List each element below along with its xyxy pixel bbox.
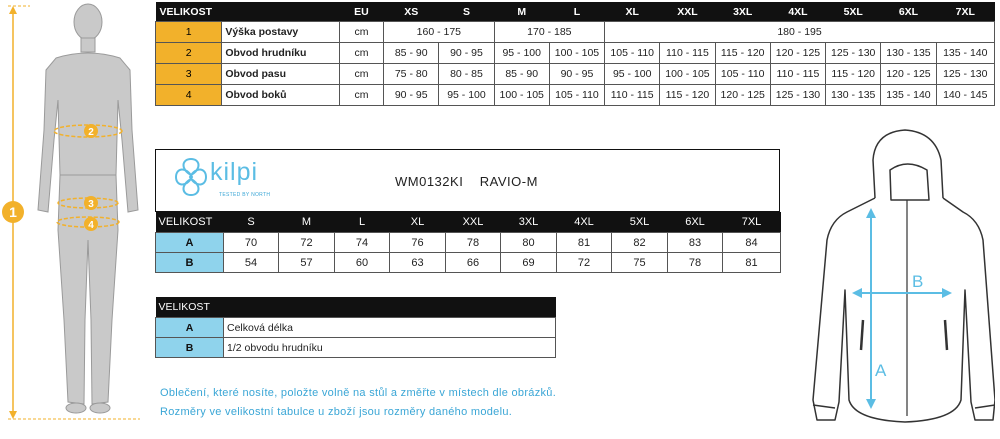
table-cell: 95 - 100: [494, 43, 549, 64]
row-number: 2: [156, 43, 222, 64]
size-col: 4XL: [770, 2, 825, 22]
table-cell: 135 - 140: [936, 43, 994, 64]
table-cell: 115 - 120: [660, 85, 715, 106]
product-code: WM0132KI: [395, 174, 464, 189]
table-cell: 72: [279, 233, 335, 253]
row-name: Obvod hrudníku: [222, 43, 340, 64]
table-cell: 74: [335, 233, 390, 253]
table-cell: 120 - 125: [715, 85, 770, 106]
body-size-table: [155, 2, 995, 106]
table-cell: 110 - 115: [660, 43, 715, 64]
size-col: 5XL: [826, 2, 881, 22]
table-cell: 120 - 125: [770, 43, 825, 64]
chest-arrow-b: [852, 288, 952, 298]
size-col: L: [549, 2, 604, 22]
table-cell: 95 - 100: [605, 64, 660, 85]
row-name: Obvod pasu: [222, 64, 340, 85]
table-cell: 78: [446, 233, 501, 253]
table-cell: 100 - 105: [549, 43, 604, 64]
row-key: A: [156, 318, 224, 338]
row-name: Výška postavy: [222, 22, 340, 43]
unit-header: EU: [339, 2, 383, 22]
size-col: XL: [605, 2, 660, 22]
svg-text:4: 4: [88, 220, 94, 231]
table-cell: 110 - 115: [770, 64, 825, 85]
size-col: M: [494, 2, 549, 22]
table-cell: 90 - 95: [549, 64, 604, 85]
table-cell: 125 - 130: [936, 64, 994, 85]
table-cell: 63: [390, 253, 446, 273]
table-row: [156, 64, 995, 85]
table-cell: 105 - 110: [549, 85, 604, 106]
size-col: 5XL: [612, 212, 668, 233]
size-col: 4XL: [557, 212, 612, 233]
svg-text:2: 2: [88, 127, 94, 138]
row-number: 4: [156, 85, 222, 106]
legend-table: [155, 297, 556, 358]
table-cell: 75 - 80: [384, 64, 439, 85]
table-cell: 95 - 100: [439, 85, 494, 106]
size-col: L: [335, 212, 390, 233]
table-cell: 130 - 135: [826, 85, 881, 106]
body-table-header: [156, 2, 995, 22]
body-measurement-figure: [0, 0, 150, 439]
table-cell: 81: [723, 253, 781, 273]
table-cell: 85 - 90: [494, 64, 549, 85]
size-col: S: [439, 2, 494, 22]
table-cell: 105 - 110: [715, 64, 770, 85]
table-row: [156, 253, 781, 273]
table-cell: 130 - 135: [881, 43, 936, 64]
size-col: M: [279, 212, 335, 233]
table-cell: 90 - 95: [439, 43, 494, 64]
brand-tagline: TESTED BY NORTH: [219, 192, 271, 198]
size-col: XL: [390, 212, 446, 233]
table-cell: 115 - 120: [715, 43, 770, 64]
table-cell: 140 - 145: [936, 85, 994, 106]
product-size-table: [155, 212, 781, 273]
table-cell: 81: [557, 233, 612, 253]
size-col: 7XL: [723, 212, 781, 233]
table-cell: 135 - 140: [881, 85, 936, 106]
size-col: 7XL: [936, 2, 994, 22]
table-cell: 100 - 105: [660, 64, 715, 85]
table-cell: 1/2 obvodu hrudníku: [224, 338, 556, 358]
kilpi-knot-logo-icon: [172, 155, 210, 199]
table-cell: 110 - 115: [605, 85, 660, 106]
product-code-line: [395, 174, 538, 189]
svg-text:3: 3: [88, 199, 94, 210]
measuring-note: Oblečení, které nosíte, položte volně na stůl a změřte v místech dle obrázků.: [160, 387, 557, 399]
legend-table-header: [156, 297, 556, 318]
table-row: [156, 85, 995, 106]
table-cell: 100 - 105: [494, 85, 549, 106]
size-header-label: VELIKOST: [156, 297, 556, 318]
table-cell: 54: [224, 253, 279, 273]
table-cell: 90 - 95: [384, 85, 439, 106]
table-cell: 75: [612, 253, 668, 273]
svg-text:1: 1: [9, 204, 17, 220]
size-col: XXL: [660, 2, 715, 22]
row-number: 1: [156, 22, 222, 43]
row-unit: cm: [339, 64, 383, 85]
jacket-outline: [813, 130, 995, 422]
row-key: A: [156, 233, 224, 253]
row-unit: cm: [339, 85, 383, 106]
size-col: 3XL: [715, 2, 770, 22]
row-number: 3: [156, 64, 222, 85]
table-cell: 84: [723, 233, 781, 253]
table-cell: Celková délka: [224, 318, 556, 338]
table-cell: 80 - 85: [439, 64, 494, 85]
brand-name: kilpi: [210, 158, 259, 186]
row-key: B: [156, 253, 224, 273]
table-cell: 72: [557, 253, 612, 273]
table-row: [156, 233, 781, 253]
table-cell: 125 - 130: [826, 43, 881, 64]
table-cell: 85 - 90: [384, 43, 439, 64]
model-note: Rozměry ve velikostní tabulce u zboží jsou rozměry daného modelu.: [160, 406, 513, 418]
table-row: [156, 22, 995, 43]
row-unit: cm: [339, 43, 383, 64]
size-col: XXL: [446, 212, 501, 233]
table-cell: 83: [668, 233, 723, 253]
size-col: XS: [384, 2, 439, 22]
size-col: 6XL: [668, 212, 723, 233]
size-header-label: VELIKOST: [156, 212, 224, 233]
size-col: 6XL: [881, 2, 936, 22]
table-cell: 57: [279, 253, 335, 273]
table-cell: 125 - 130: [770, 85, 825, 106]
table-cell: 160 - 175: [384, 22, 495, 43]
table-cell: 78: [668, 253, 723, 273]
product-name: RAVIO-M: [479, 174, 538, 189]
table-cell: 115 - 120: [826, 64, 881, 85]
row-key: B: [156, 338, 224, 358]
table-cell: 69: [501, 253, 557, 273]
size-col: S: [224, 212, 279, 233]
table-cell: 82: [612, 233, 668, 253]
row-name: Obvod boků: [222, 85, 340, 106]
label-b: B: [912, 272, 924, 291]
jacket-diagram: [795, 120, 995, 438]
table-row: [156, 318, 556, 338]
product-table-header: [156, 212, 781, 233]
row-unit: cm: [339, 22, 383, 43]
table-cell: 60: [335, 253, 390, 273]
table-cell: 120 - 125: [881, 64, 936, 85]
size-header-label: VELIKOST: [156, 2, 340, 22]
table-cell: 76: [390, 233, 446, 253]
table-row: [156, 43, 995, 64]
table-cell: 180 - 195: [605, 22, 995, 43]
label-a: A: [875, 361, 887, 380]
table-cell: 66: [446, 253, 501, 273]
table-cell: 170 - 185: [494, 22, 605, 43]
size-col: 3XL: [501, 212, 557, 233]
table-cell: 70: [224, 233, 279, 253]
table-row: [156, 338, 556, 358]
table-cell: 80: [501, 233, 557, 253]
table-cell: 105 - 110: [605, 43, 660, 64]
